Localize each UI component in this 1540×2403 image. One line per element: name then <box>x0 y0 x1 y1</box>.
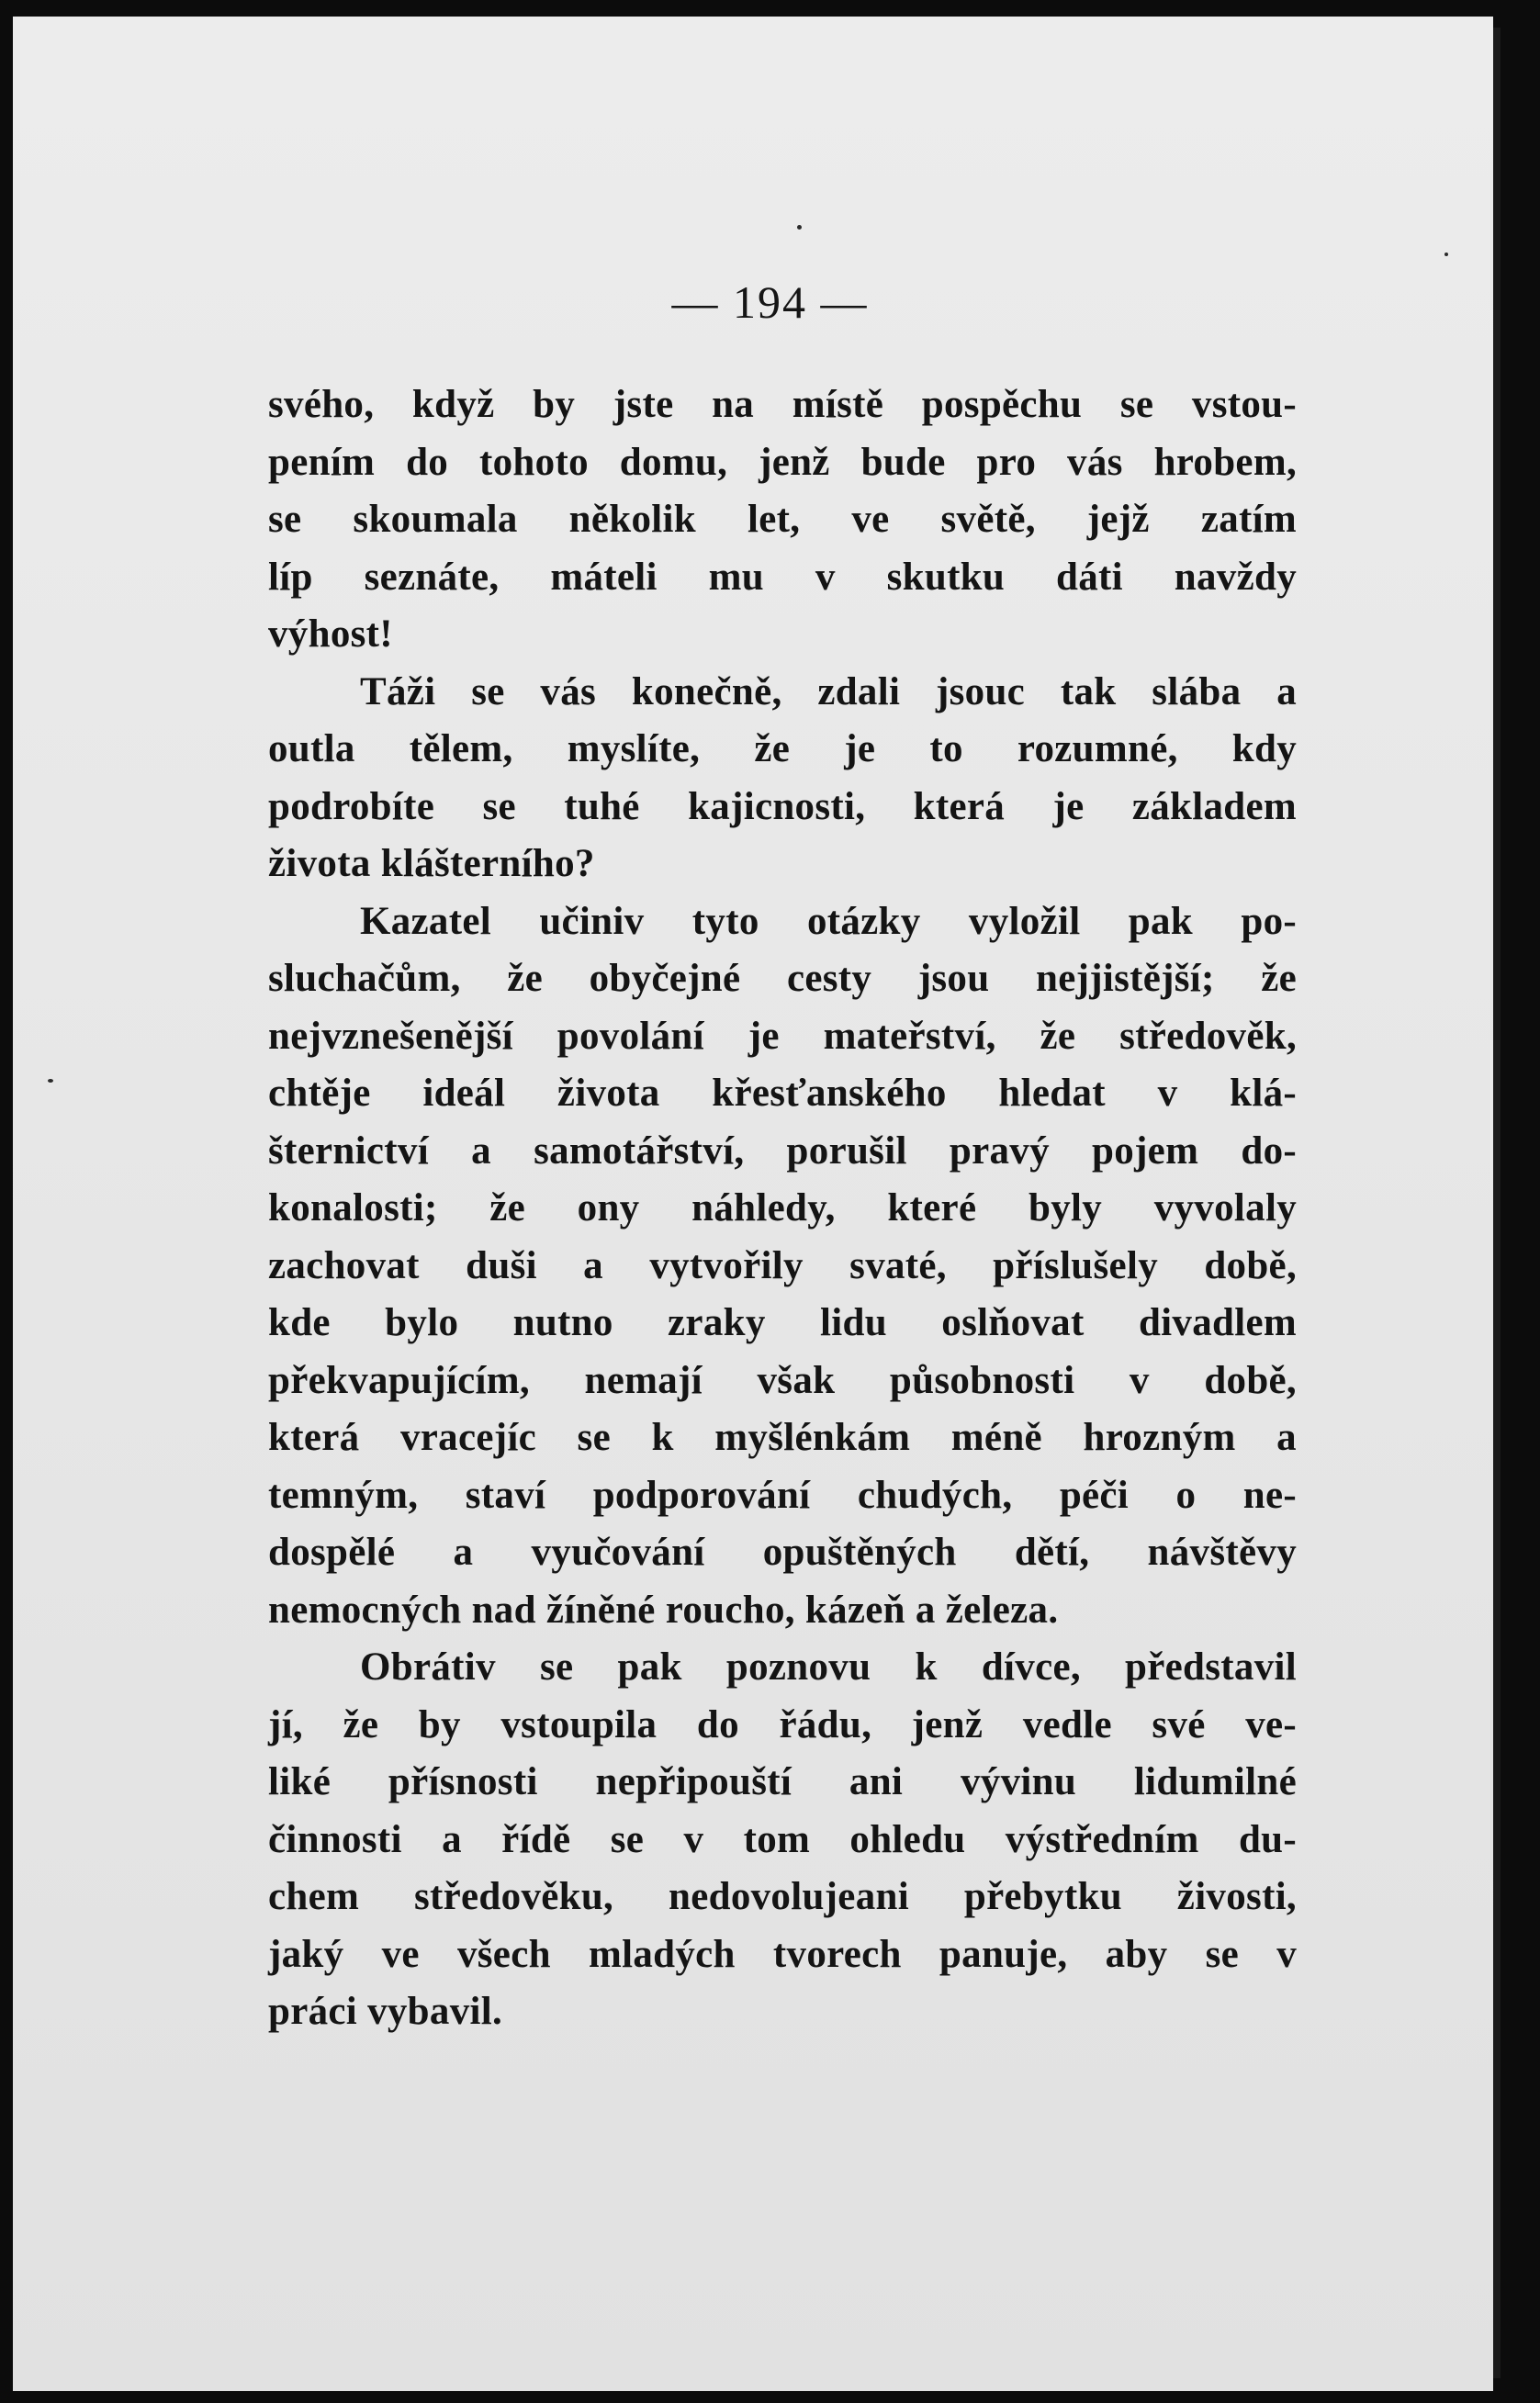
text-line: temným, staví podporování chudých, péči o ne- <box>268 1473 1297 1517</box>
text-line: která vracejíc se k myšlénkám méně hrozným a <box>268 1416 1297 1459</box>
text-line: podrobíte se tuhé kajicnosti, která je základem <box>268 784 1297 828</box>
text-line: překvapujícím, nemají však působnosti v době, <box>268 1358 1297 1402</box>
text-line: chtěje ideál života křesťanského hledat v klá- <box>268 1072 1297 1115</box>
text-line: Obrátiv se pak poznovu k dívce, představil <box>360 1645 1297 1689</box>
text-line: svého, když by jste na místě pospěchu se vstou- <box>268 383 1297 426</box>
ink-speck <box>48 1079 53 1083</box>
text-line: činnosti a řídě se v tom ohledu výstředním du- <box>268 1817 1297 1861</box>
text-line: líp seznáte, máteli mu v skutku dáti navždy <box>268 555 1297 599</box>
text-line: chem středověku, nedovolujeani přebytku živosti, <box>268 1875 1297 1918</box>
text-line: kde bylo nutno zraky lidu oslňovat divadlem <box>268 1301 1297 1344</box>
text-line: konalosti; že ony náhledy, které byly vyvolaly <box>268 1186 1297 1230</box>
text-line: nejvznešenější povolání je mateřství, že středověk, <box>268 1014 1297 1058</box>
text-line: výhost! <box>268 612 393 656</box>
text-line: nemocných nad žíněné roucho, kázeň a železa. <box>268 1588 1059 1632</box>
text-line: sluchačům, že obyčejné cesty jsou nejjistější; že <box>268 957 1297 1000</box>
binding-edge <box>1493 28 1501 2378</box>
text-line: dospělé a vyučování opuštěných dětí, návštěvy <box>268 1531 1297 1574</box>
text-line: jí, že by vstoupila do řádu, jenž vedle své ve- <box>268 1702 1297 1746</box>
page-number: — 194 — <box>671 276 869 328</box>
text-line: šternictví a samotářství, porušil pravý pojem do- <box>268 1129 1297 1173</box>
text-line: zachovat duši a vytvořily svaté, příslušely době, <box>268 1243 1297 1287</box>
ink-speck <box>1444 253 1448 256</box>
ink-speck <box>797 225 802 230</box>
text-line: života klášterního? <box>268 842 595 885</box>
text-line: práci vybavil. <box>268 1990 503 2033</box>
text-line: pením do tohoto domu, jenž bude pro vás hrobem, <box>268 440 1297 484</box>
text-line: Kazatel učiniv tyto otázky vyložil pak po- <box>360 899 1297 943</box>
text-line: Táži se vás konečně, zdali jsouc tak slába a <box>360 669 1297 713</box>
text-line: outla tělem, myslíte, že je to rozumné, kdy <box>268 727 1297 770</box>
text-line: jaký ve všech mladých tvorech panuje, aby se v <box>268 1932 1297 1976</box>
text-line: liké přísnosti nepřipouští ani vývinu lidumilné <box>268 1760 1297 1803</box>
text-line: se skoumala několik let, ve světě, jejž zatím <box>268 498 1297 541</box>
body-text <box>268 376 1297 2041</box>
